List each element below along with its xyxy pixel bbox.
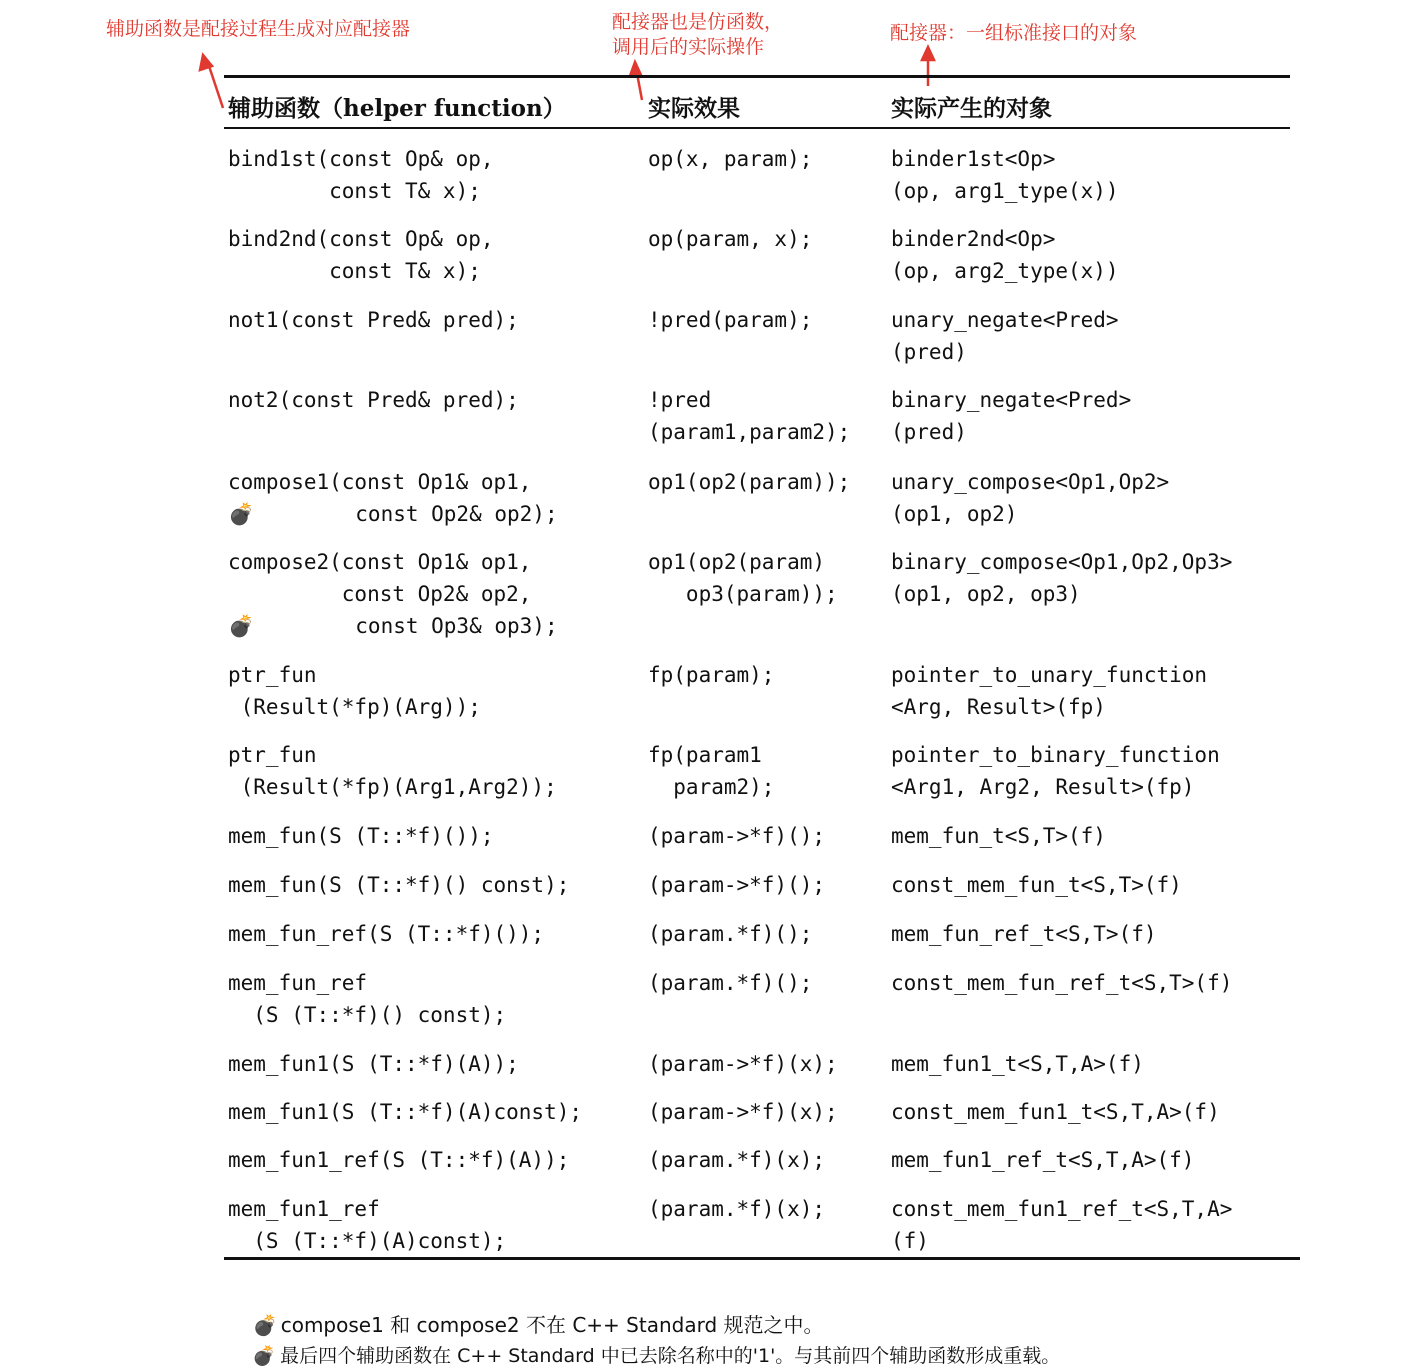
effect-cell: (param.*f)(x);	[648, 1197, 826, 1221]
header-effect: 实际效果	[648, 95, 740, 122]
bomb-icon: 💣	[252, 1345, 276, 1367]
object-cell: const_mem_fun_t<S,T>(f)	[891, 873, 1182, 897]
object-cell: mem_fun_ref_t<S,T>(f)	[891, 922, 1157, 946]
effect-cell: (param->*f)();	[648, 824, 826, 848]
annotation-object: 配接器：一组标准接口的对象	[890, 22, 1138, 44]
helper-cell: mem_fun(S (T::*f)() const);	[228, 873, 570, 897]
effect-cell: fp(param);	[648, 663, 775, 687]
helper-cell: not1(const Pred& pred);	[228, 308, 519, 332]
helper-cell: mem_fun1_ref(S (T::*f)(A));	[228, 1148, 570, 1172]
helper-cell: mem_fun(S (T::*f)());	[228, 824, 494, 848]
arrowhead-object	[922, 47, 934, 60]
helper-cell: bind1st(const Op& op, const T& x);	[228, 147, 494, 203]
helper-cell: mem_fun_ref(S (T::*f)());	[228, 922, 545, 946]
effect-cell: (param.*f)(x);	[648, 1148, 826, 1172]
effect-cell: (param.*f)();	[648, 971, 813, 995]
effect-cell: op1(op2(param));	[648, 470, 851, 494]
helper-cell: compose1(const Op1& op1, 💣 const Op2& op2);	[228, 470, 558, 526]
helper-cell: mem_fun1(S (T::*f)(A));	[228, 1052, 519, 1076]
object-cell: mem_fun_t<S,T>(f)	[891, 824, 1106, 848]
footnote-overload	[240, 1314, 1060, 1370]
object-cell: pointer_to_unary_function <Arg, Result>(fp)	[891, 663, 1208, 719]
effect-cell: (param->*f)(x);	[648, 1100, 838, 1124]
helper-cell: not2(const Pred& pred);	[228, 388, 519, 412]
helper-cell: mem_fun1_ref (S (T::*f)(A)const);	[228, 1197, 507, 1253]
object-cell: mem_fun1_ref_t<S,T,A>(f)	[891, 1148, 1195, 1172]
effect-cell: op(param, x);	[648, 227, 813, 251]
annotation-helper: 辅助函数是配接过程生成对应配接器	[106, 18, 411, 40]
header-helper-function: 辅助函数（helper function）	[228, 95, 566, 122]
helper-cell: bind2nd(const Op& op, const T& x);	[228, 227, 494, 283]
arrowhead-effect	[630, 62, 641, 76]
effect-cell: (param->*f)(x);	[648, 1052, 838, 1076]
effect-cell: !pred(param);	[648, 308, 813, 332]
bomb-icon: 💣	[252, 1313, 278, 1337]
object-cell: pointer_to_binary_function <Arg1, Arg2, Result>(fp)	[891, 743, 1220, 799]
helper-cell: compose2(const Op1& op1, const Op2& op2, 💣 const Op3& op3);	[228, 550, 558, 638]
footnote-text: 最后四个辅助函数在 C++ Standard 中已去除名称中的'1'。与其前四个辅助函数形成重载。	[280, 1345, 1061, 1367]
effect-cell: fp(param1 param2);	[648, 743, 775, 799]
object-cell: binary_negate<Pred> (pred)	[891, 388, 1132, 444]
header-object: 实际产生的对象	[891, 95, 1052, 122]
object-cell: unary_negate<Pred> (pred)	[891, 308, 1119, 364]
annotation-effect-line2: 调用后的实际操作	[612, 36, 765, 58]
table-bottom-rule	[224, 1257, 1300, 1260]
helper-cell: ptr_fun (Result(*fp)(Arg1,Arg2));	[228, 743, 557, 799]
arrowhead-helper	[200, 55, 212, 70]
effect-cell: (param->*f)();	[648, 873, 826, 897]
object-cell: unary_compose<Op1,Op2> (op1, op2)	[891, 470, 1170, 526]
object-cell: binary_compose<Op1,Op2,Op3> (op1, op2, op3)	[891, 550, 1233, 606]
helper-cell: ptr_fun (Result(*fp)(Arg));	[228, 663, 481, 719]
header-bottom-rule	[224, 127, 1290, 129]
annotation-effect-line1: 配接器也是仿函数，	[612, 11, 784, 33]
effect-cell: !pred (param1,param2);	[648, 388, 851, 444]
effect-cell: (param.*f)();	[648, 922, 813, 946]
effect-cell: op1(op2(param) op3(param));	[648, 550, 838, 606]
object-cell: binder1st<Op> (op, arg1_type(x))	[891, 147, 1119, 203]
object-cell: mem_fun1_t<S,T,A>(f)	[891, 1052, 1144, 1076]
helper-cell: mem_fun1(S (T::*f)(A)const);	[228, 1100, 583, 1124]
object-cell: const_mem_fun_ref_t<S,T>(f)	[891, 971, 1233, 995]
table-top-rule	[224, 75, 1290, 78]
object-cell: const_mem_fun1_t<S,T,A>(f)	[891, 1100, 1220, 1124]
effect-cell: op(x, param);	[648, 147, 813, 171]
footnote-text: compose1 和 compose2 不在 C++ Standard 规范之中。	[280, 1313, 824, 1337]
object-cell: binder2nd<Op> (op, arg2_type(x))	[891, 227, 1119, 283]
object-cell: const_mem_fun1_ref_t<S,T,A> (f)	[891, 1197, 1233, 1253]
helper-cell: mem_fun_ref (S (T::*f)() const);	[228, 971, 507, 1027]
